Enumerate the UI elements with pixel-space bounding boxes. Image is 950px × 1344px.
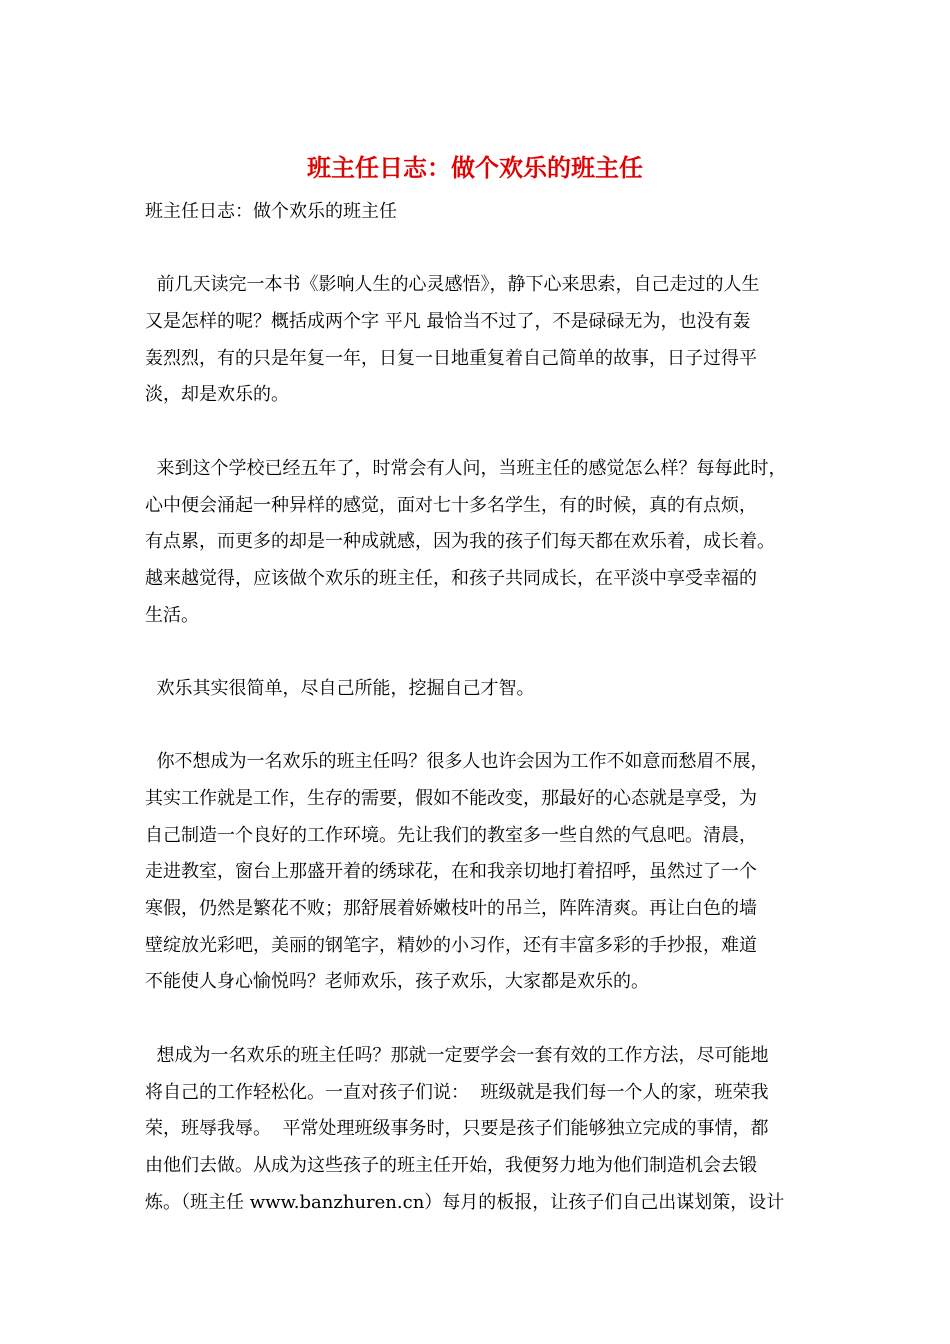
body-line: 轰烈烈，有的只是年复一年，日复一日地重复着自己简单的故事，日子过得平 [145, 347, 757, 369]
body-line: 走进教室，窗台上那盛开着的绣球花，在和我亲切地打着招呼，虽然过了一个 [145, 861, 757, 883]
body-line [145, 414, 815, 451]
body-line: 欢乐其实很简单，尽自己所能，挖掘自己才智。 [145, 677, 535, 699]
body-line: 不能使人身心愉悦吗？老师欢乐，孩子欢乐，大家都是欢乐的。 [145, 971, 649, 993]
body-line: 心中便会涌起一种异样的感觉，面对七十多名学生，有的时候，真的有点烦， [145, 494, 757, 516]
body-line: 班主任日志：做个欢乐的班主任 [145, 201, 397, 222]
document-body [145, 194, 815, 1221]
body-line: 想成为一名欢乐的班主任吗？那就一定要学会一套有效的工作方法，尽可能地 [145, 1044, 769, 1066]
body-line: 其实工作就是工作，生存的需要，假如不能改变，那最好的心态就是享受，为 [145, 788, 757, 809]
document-title: 班主任日志：做个欢乐的班主任 [307, 153, 643, 182]
body-line: 来到这个学校已经五年了，时常会有人问，当班主任的感觉怎么样？每每此时， [145, 457, 787, 479]
body-line: 又是怎样的呢？概括成两个字 平凡 最恰当不过了，不是碌碌无为，也没有轰 [145, 311, 751, 333]
body-line: 生活。 [145, 604, 199, 626]
body-line: 你不想成为一名欢乐的班主任吗？很多人也许会因为工作不如意而愁眉不展， [145, 751, 769, 773]
body-line: 荣，班辱我辱。 平常处理班级事务时，只要是孩子们能够独立完成的事情，都 [145, 1118, 769, 1140]
body-line: 自己制造一个良好的工作环境。先让我们的教室多一些自然的气息吧。清晨， [145, 824, 757, 846]
body-line: 寒假，仍然是繁花不败；那舒展着娇嫩枝叶的吊兰，阵阵清爽。再让白色的墙 [145, 898, 757, 920]
body-line: 前几天读完一本书《影响人生的心灵感悟》，静下心来思索，自己走过的人生 [145, 274, 760, 296]
body-line: 壁绽放光彩吧，美丽的钢笔字，精妙的小习作，还有丰富多彩的手抄报，难道 [145, 934, 757, 956]
body-line: 由他们去做。从成为这些孩子的班主任开始，我便努力地为他们制造机会去锻 [145, 1154, 757, 1176]
body-line: 淡，却是欢乐的。 [145, 384, 289, 406]
body-line [145, 708, 815, 745]
body-line: 将自己的工作轻松化。一直对孩子们说： 班级就是我们每一个人的家，班荣我 [145, 1081, 769, 1103]
body-line [145, 231, 815, 268]
body-line [145, 634, 815, 671]
body-line: 有点累，而更多的却是一种成就感，因为我的孩子们每天都在欢乐着，成长着。 [145, 531, 775, 553]
body-line [145, 1001, 815, 1038]
body-line: 越来越觉得，应该做个欢乐的班主任，和孩子共同成长，在平淡中享受幸福的 [145, 567, 757, 589]
body-line: 炼。（班主任 www.banzhuren.cn）每月的板报，让孩子们自己出谋划策，设计 [145, 1191, 785, 1213]
